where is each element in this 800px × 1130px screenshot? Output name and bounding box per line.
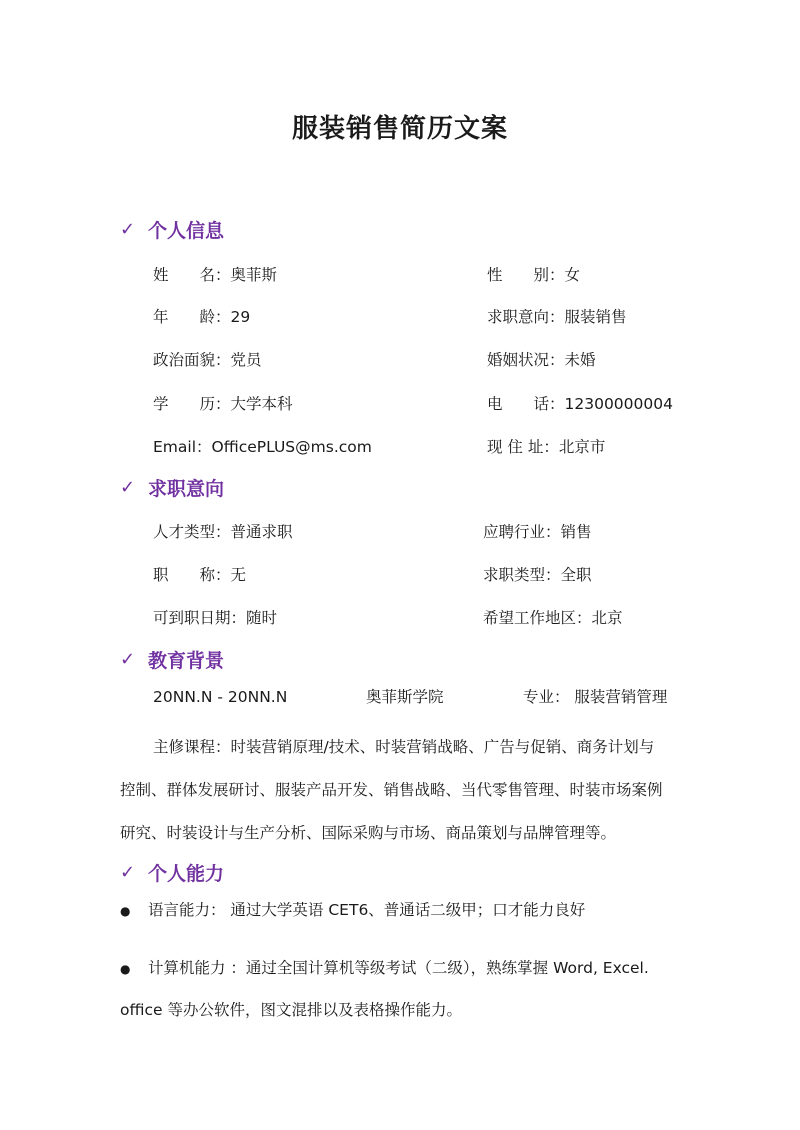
ability-computer-line-2: office 等办公软件，图文混排以及表格操作能力。 — [120, 1001, 462, 1019]
field-age: 年 龄：29 — [153, 308, 251, 326]
section-intention-header — [120, 472, 224, 502]
courses-line-2: 控制、群体发展研讨、服装产品开发、销售战略、当代零售管理、时装市场案例 — [120, 781, 663, 799]
field-talent-type: 人才类型：普通求职 — [153, 523, 293, 541]
section-title-intention: 求职意向 — [148, 477, 225, 500]
section-title-personal: 个人信息 — [148, 219, 225, 242]
check-icon: ✓ — [120, 476, 136, 498]
education-school: 奥菲斯学院 — [366, 688, 444, 706]
section-education-header — [120, 644, 224, 674]
field-start-date: 可到职日期：随时 — [153, 609, 278, 627]
education-period: 20NN.N - 20NN.N — [153, 688, 288, 706]
section-title-abilities: 个人能力 — [148, 862, 225, 885]
check-icon: ✓ — [120, 218, 136, 240]
field-address: 现 住 址：北京市 — [487, 438, 606, 456]
section-personal-header — [120, 214, 224, 244]
section-title-education: 教育背景 — [148, 649, 225, 672]
field-title: 职 称：无 — [153, 566, 247, 584]
courses-line-1: 主修课程：时装营销原理/技术、时装营销战略、广告与促销、商务计划与 — [153, 738, 655, 756]
education-major: 专业： 服装营销管理 — [523, 688, 668, 706]
field-name: 姓 名：奥菲斯 — [153, 266, 278, 284]
field-email: Email：OfficePLUS@ms.com — [153, 438, 372, 456]
field-industry: 应聘行业：销售 — [483, 523, 592, 541]
ability-item-language — [120, 900, 585, 921]
field-gender: 性 别：女 — [487, 266, 581, 284]
field-education: 学 历：大学本科 — [153, 395, 293, 413]
bullet-icon: ● — [120, 962, 131, 976]
courses-line-3: 研究、时装设计与生产分析、国际采购与市场、商品策划与品牌管理等。 — [120, 824, 617, 842]
ability-language-text: 语言能力： 通过大学英语 CET6、普通话二级甲；口才能力良好 — [148, 901, 586, 919]
bullet-icon: ● — [120, 904, 131, 918]
ability-item-computer — [120, 958, 649, 979]
check-icon: ✓ — [120, 861, 136, 883]
field-phone: 电 话：12300000004 — [487, 395, 673, 413]
field-marital: 婚姻状况：未婚 — [487, 351, 596, 369]
ability-computer-text: 计算机能力 ：通过全国计算机等级考试（二级），熟练掌握 Word, Excel. — [148, 959, 649, 977]
field-region: 希望工作地区：北京 — [483, 609, 623, 627]
field-intent: 求职意向：服装销售 — [487, 308, 627, 326]
field-job-type: 求职类型：全职 — [483, 566, 592, 584]
section-abilities-header — [120, 857, 224, 887]
page-title: 服装销售简历文案 — [291, 114, 508, 144]
check-icon: ✓ — [120, 648, 136, 670]
field-political: 政治面貌：党员 — [153, 351, 262, 369]
